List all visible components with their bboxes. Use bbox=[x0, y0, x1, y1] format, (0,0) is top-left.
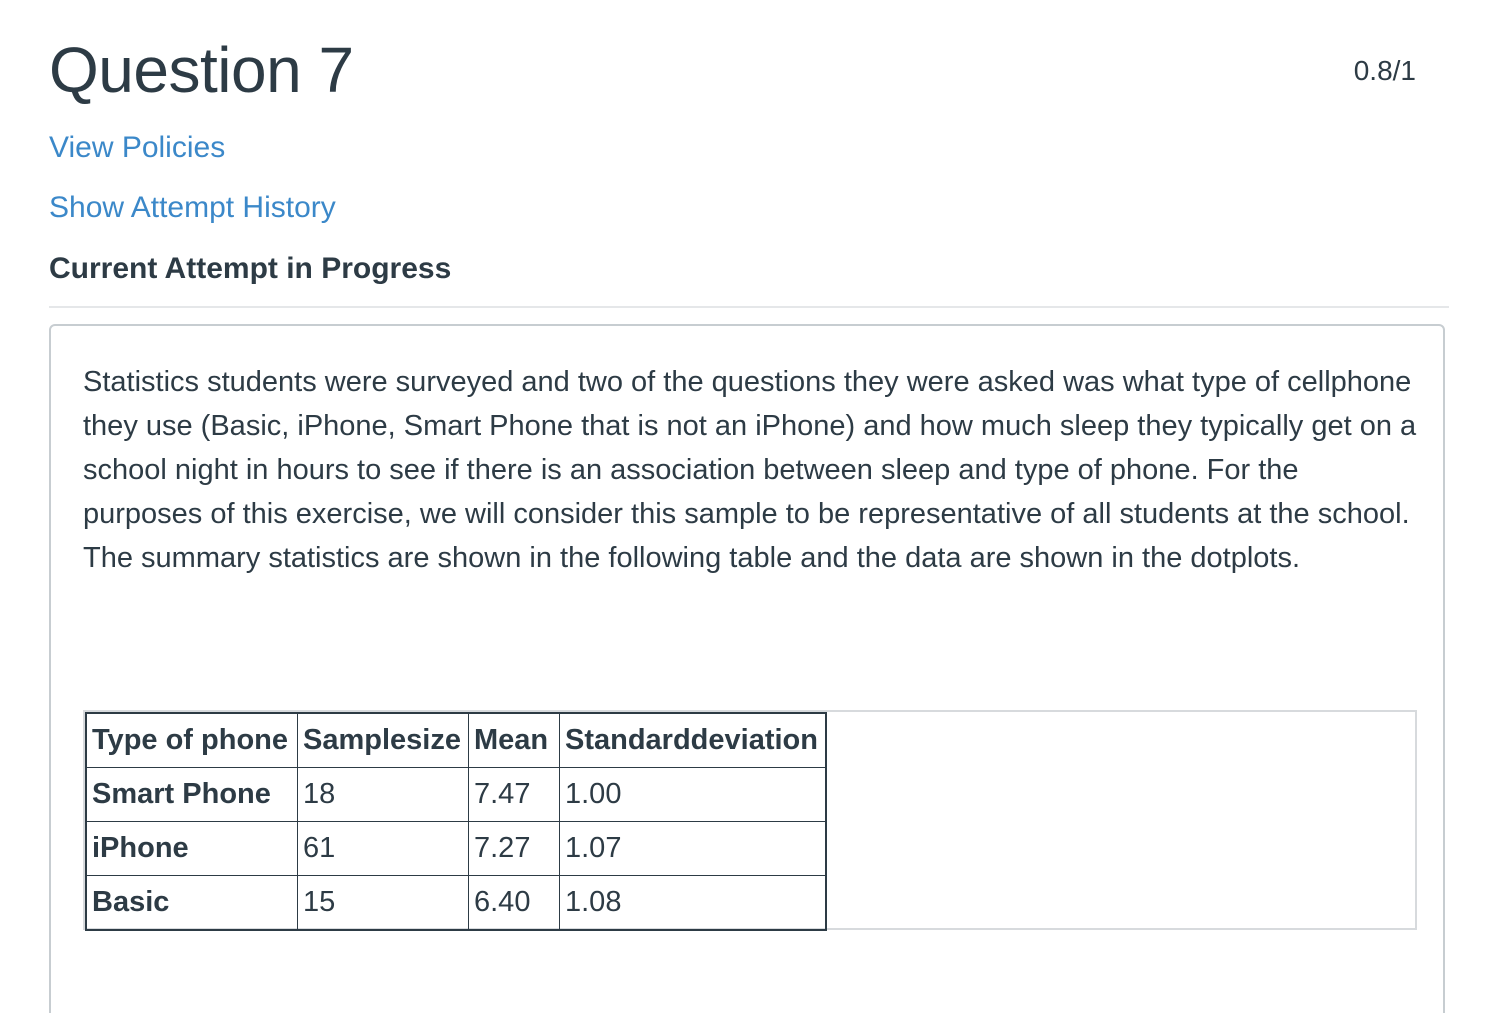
question-prompt: Statistics students were surveyed and two of the questions they were asked was what type of cellphone they use (Basic, iPhone, Smart Phone that is not an iPhone) and how much sleep they typically get on a school night in hours to see if there is an association between sleep and type of phone. For the purposes of this exercise, we will consider this sample to be representative of all students at the school. The summary statistics are shown in the following table and the data are shown in the dotplots. bbox=[83, 366, 1417, 574]
cell-sample-size: 18 bbox=[298, 768, 469, 822]
table-header-row bbox=[86, 713, 826, 768]
question-card bbox=[49, 324, 1445, 1013]
cell-mean: 7.27 bbox=[469, 822, 560, 876]
cell-sample-size: 61 bbox=[298, 822, 469, 876]
cell-sample-size: 15 bbox=[298, 876, 469, 931]
table-row bbox=[86, 822, 826, 876]
show-attempt-history-link[interactable]: Show Attempt History bbox=[49, 191, 336, 224]
cell-phone-type: iPhone bbox=[86, 822, 298, 876]
cell-standard-deviation: 1.08 bbox=[560, 876, 827, 931]
cell-phone-type: Basic bbox=[86, 876, 298, 931]
header-mean: Mean bbox=[469, 713, 560, 768]
cell-standard-deviation: 1.00 bbox=[560, 768, 827, 822]
cell-mean: 7.47 bbox=[469, 768, 560, 822]
question-title: Question 7 bbox=[49, 34, 354, 106]
cell-mean: 6.40 bbox=[469, 876, 560, 931]
header-standard-deviation: Standarddeviation bbox=[560, 713, 827, 768]
table-row bbox=[86, 876, 826, 931]
attempt-status: Current Attempt in Progress bbox=[49, 252, 452, 285]
table-row bbox=[86, 768, 826, 822]
table-container bbox=[83, 710, 1417, 930]
cell-standard-deviation: 1.07 bbox=[560, 822, 827, 876]
header-sample-size: Samplesize bbox=[298, 713, 469, 768]
view-policies-link[interactable]: View Policies bbox=[49, 131, 226, 164]
header-type-of-phone: Type of phone bbox=[86, 713, 298, 768]
header-divider bbox=[49, 306, 1449, 308]
question-score: 0.8/1 bbox=[1353, 55, 1416, 86]
summary-statistics-table bbox=[85, 712, 827, 931]
cell-phone-type: Smart Phone bbox=[86, 768, 298, 822]
